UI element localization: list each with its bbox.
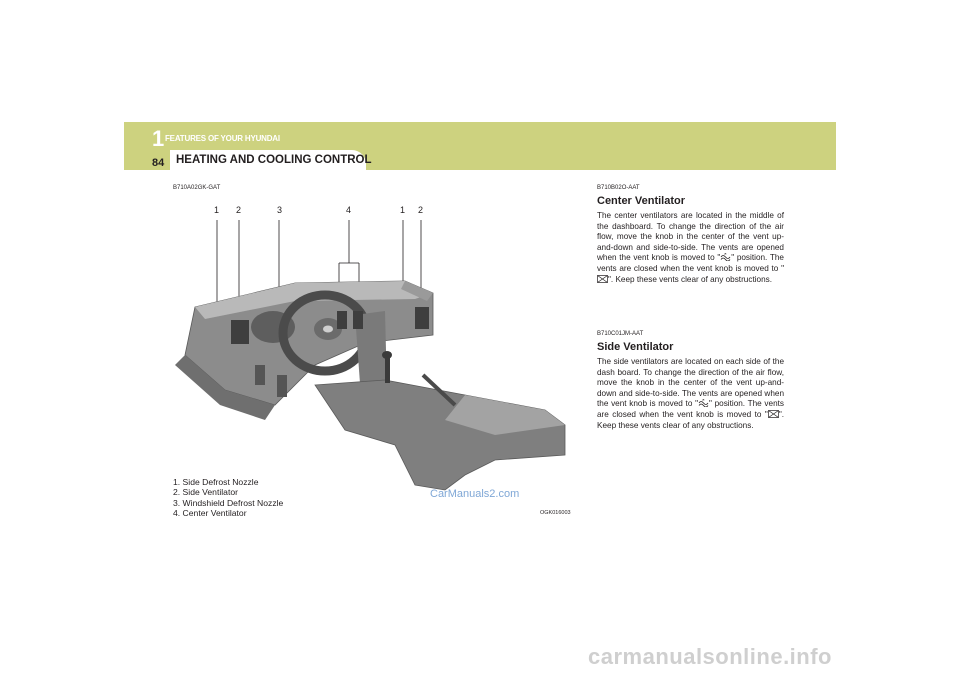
chapter-title: FEATURES OF YOUR HYUNDAI (165, 134, 280, 143)
legend-item: 3. Windshield Defrost Nozzle (173, 497, 284, 508)
center-ventilator-text: The center ventilators are located in the middle of the dashboard. To change the direction of the air flow, move the knob in the center of the vent up-and-down and side-to-side. The vents are opened when the vent knob is moved to " " position. The vents are closed when the vent knob is moved to "". Keep these vents clear of any obstructions. (597, 211, 784, 284)
vent-closed-icon (597, 275, 608, 283)
side-ventilator-text: The side ventilators are located on each side of the dash board. To change the direction of the air flow, move the knob in the center of the vent up-and-down and side-to-side. The vents are opened when the vent knob is moved to " " position. The vents are closed when the vent knob is moved to " ". Keep these vents clear of any obstructions. (597, 357, 784, 430)
callout-4: 4 (346, 205, 352, 215)
callout-3: 3 (277, 205, 283, 215)
dashboard-illustration (165, 215, 575, 498)
legend-item: 4. Center Ventilator (173, 508, 247, 519)
figure-code-bottom: OGK016003 (540, 510, 571, 516)
chapter-number: 1 (152, 126, 165, 151)
vent-open-icon (720, 253, 731, 261)
callout-2-right: 2 (418, 205, 424, 215)
side-vent-right (415, 307, 429, 329)
center-ventilator-section (597, 185, 784, 285)
section-code: B710C01JM-AAT (597, 331, 644, 337)
page-number: 84 (152, 157, 165, 169)
center-ventilator-title: Center Ventilator (597, 195, 686, 207)
carmanuals-watermark[interactable]: CarManuals2.com (430, 488, 520, 500)
side-vent-left (231, 320, 249, 344)
side-ventilator-section (597, 331, 784, 431)
callout-1-right: 1 (400, 205, 406, 215)
figure-legend (173, 477, 283, 519)
callout-2-left: 2 (236, 205, 242, 215)
figure-code: B710A02GK-GAT (173, 185, 221, 191)
section-code: B710B02O-AAT (597, 185, 640, 191)
vent-open-icon (698, 399, 709, 407)
section-title: HEATING AND COOLING CONTROL (176, 154, 372, 166)
legend-item: 2. Side Ventilator (173, 487, 238, 498)
side-ventilator-title: Side Ventilator (597, 341, 674, 353)
vent-closed-icon (768, 410, 779, 418)
legend-item: 1. Side Defrost Nozzle (173, 477, 259, 487)
footer-watermark: carmanualsonline.info (588, 644, 832, 669)
callout-1-left: 1 (214, 205, 220, 215)
